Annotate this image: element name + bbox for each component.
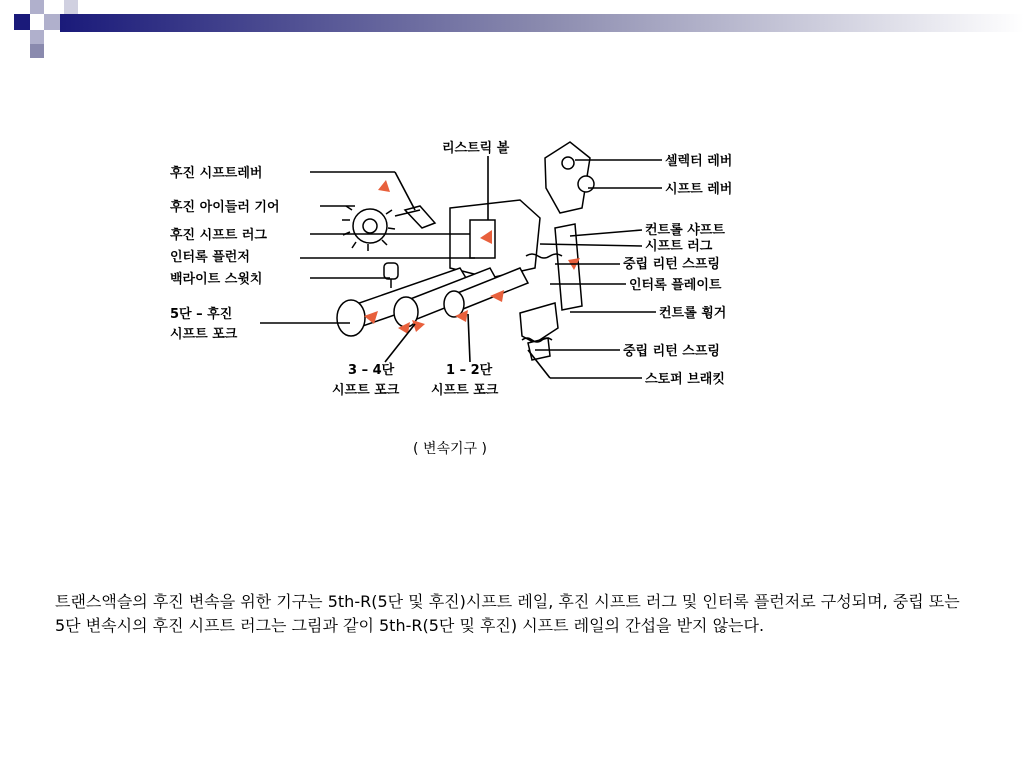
label-selector-lever: 셀렉터 레버 — [665, 154, 733, 169]
deco-square — [64, 0, 78, 14]
label-backup-light-switch: 백라이트 스윗치 — [170, 272, 263, 287]
header-gradient-bar — [60, 14, 1024, 32]
label-5th-reverse: 5단 – 후진 — [170, 307, 233, 322]
header-decoration — [0, 0, 1024, 70]
label-shift-lug: 시프트 러그 — [645, 239, 713, 254]
label-reverse-idler-gear: 후진 아이들러 기어 — [170, 200, 280, 215]
label-reverse-shift-lug: 후진 시프트 러그 — [170, 228, 267, 243]
transmission-diagram — [150, 128, 770, 408]
label-shift-fork-34: 시프트 포크 — [332, 383, 400, 398]
diagram-caption: ( 변속기구 ) — [413, 441, 487, 457]
label-3-4-speed: 3 – 4단 — [348, 363, 395, 378]
label-neutral-return-spring-2: 중립 리턴 스프링 — [623, 344, 720, 359]
label-interlock-plate: 인터록 플레이트 — [629, 278, 722, 293]
deco-square — [30, 0, 44, 14]
label-shift-fork-5r: 시프트 포크 — [170, 327, 238, 342]
label-neutral-return-spring-1: 중립 리턴 스프링 — [623, 257, 720, 272]
label-reverse-shift-lever: 후진 시프트레버 — [170, 166, 263, 181]
deco-square — [44, 14, 60, 30]
deco-square — [14, 14, 30, 30]
label-shift-lever: 시프트 레버 — [665, 182, 733, 197]
mechanism-drawing — [337, 142, 594, 360]
label-shift-fork-12: 시프트 포크 — [431, 383, 499, 398]
label-stopper-bracket: 스토퍼 브래킷 — [645, 372, 725, 387]
deco-square — [30, 44, 44, 58]
deco-square — [30, 30, 44, 44]
label-restrict-ball: 리스트릭 볼 — [442, 141, 510, 156]
label-interlock-plunger: 인터록 플런저 — [170, 250, 250, 265]
label-control-finger: 컨트롤 휭거 — [659, 306, 727, 321]
label-control-shaft: 컨트롤 샤프트 — [645, 223, 725, 238]
body-paragraph: 트랜스액슬의 후진 변속을 위한 기구는 5th-R(5단 및 후진)시프트 레일, 후진 시프트 러그 및 인터록 플런저로 구성되며, 중립 또는 5단 변속시의 후진 시프트 러그는 그림과 같이 5th-R(5단 및 후진) 시프트 레일의 간섭을 받지 않는다. — [55, 592, 960, 635]
label-1-2-speed: 1 – 2단 — [446, 363, 493, 378]
